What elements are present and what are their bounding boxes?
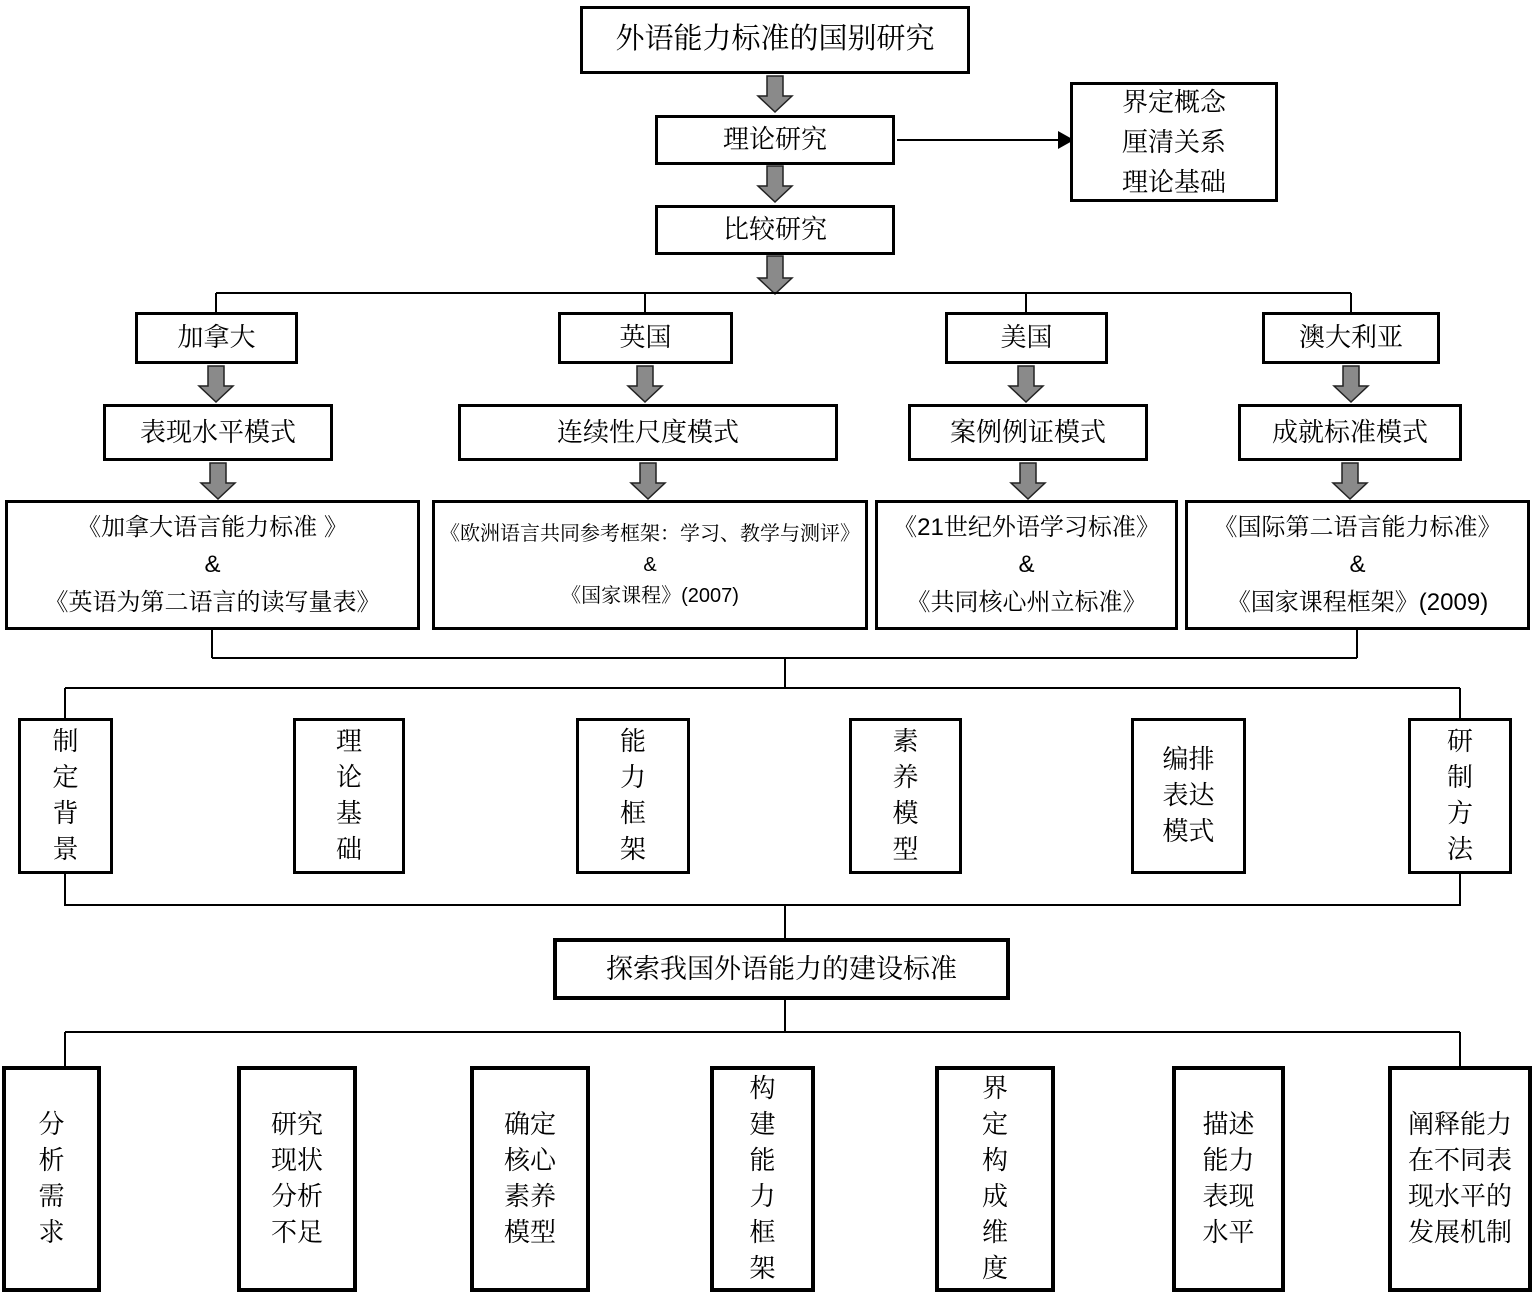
down-block-arrow (1011, 463, 1045, 499)
doc-ampersand: & (204, 551, 221, 579)
task-box-core-literacy-model (470, 1066, 590, 1292)
country-label: 美国 (1000, 322, 1053, 353)
doc-title: 《国家课程》(2007) (561, 584, 739, 607)
country-label: 英国 (619, 322, 672, 353)
task-label: 阐释能力在不同表现水平的发展机制 (1407, 1109, 1512, 1247)
task-label: 研究现状分析不足 (270, 1109, 323, 1247)
root-title-box (580, 6, 970, 74)
concept-note-line: 理论基础 (1121, 167, 1226, 198)
doc-box-usa (875, 500, 1178, 630)
doc-ampersand: & (1018, 551, 1035, 579)
model-box-canada (103, 404, 333, 461)
aspect-label: 理论基础 (335, 726, 362, 864)
aspect-label: 素养模型 (892, 726, 919, 864)
task-box-define-dimensions (935, 1066, 1055, 1292)
model-label: 连续性尺度模式 (556, 416, 739, 447)
theory-research-box (655, 115, 895, 165)
aspect-label: 编排表达模式 (1162, 744, 1215, 846)
down-block-arrow (758, 256, 792, 294)
concept-note-line: 厘清关系 (1121, 126, 1226, 157)
doc-title: 《共同核心州立标准》 (906, 588, 1147, 616)
country-box-uk (558, 312, 733, 364)
doc-title: 《加拿大语言能力标准 》 (77, 514, 348, 542)
aspect-box-background (18, 718, 113, 874)
theory-research-label: 理论研究 (722, 124, 827, 155)
aspect-label: 研制方法 (1446, 726, 1473, 864)
task-label: 描述能力表现水平 (1202, 1109, 1255, 1247)
aspect-label: 制定背景 (52, 726, 79, 864)
down-block-arrow (1333, 463, 1367, 499)
right-arrow (897, 131, 1074, 149)
doc-title: 《国际第二语言能力标准》 (1213, 514, 1502, 542)
country-box-canada (135, 312, 298, 364)
down-block-arrow (1334, 366, 1368, 402)
task-box-explain-mechanism (1388, 1066, 1532, 1292)
doc-box-australia (1185, 500, 1530, 630)
goal-box (553, 938, 1010, 1000)
comparative-research-label: 比较研究 (722, 214, 827, 245)
doc-title: 《英语为第二语言的读写量表》 (44, 588, 381, 616)
concept-note-box (1070, 82, 1278, 202)
doc-box-canada (5, 500, 420, 630)
task-label: 界定构成维度 (981, 1073, 1008, 1283)
doc-ampersand: & (1349, 551, 1366, 579)
concept-note-line: 界定概念 (1121, 86, 1226, 117)
model-box-usa (908, 404, 1148, 461)
aspect-box-development-method (1408, 718, 1512, 874)
doc-title: 《国家课程框架》(2009) (1226, 588, 1489, 616)
down-block-arrow (1009, 366, 1043, 402)
task-box-build-framework (710, 1066, 815, 1292)
down-block-arrow (631, 463, 665, 499)
aspect-box-literacy-model (849, 718, 962, 874)
model-label: 成就标准模式 (1271, 416, 1428, 447)
goal-label: 探索我国外语能力的建设标准 (606, 953, 957, 984)
aspect-box-theoretical-basis (293, 718, 405, 874)
down-block-arrow (628, 366, 662, 402)
country-box-usa (945, 312, 1108, 364)
doc-title: 《21世纪外语学习标准》 (893, 514, 1160, 542)
task-box-describe-levels (1172, 1066, 1285, 1292)
aspect-box-arrangement-expression (1131, 718, 1246, 874)
down-block-arrow (201, 463, 235, 499)
doc-box-uk (432, 500, 868, 630)
down-block-arrow (758, 166, 792, 202)
model-box-australia (1238, 404, 1462, 461)
comparative-research-box (655, 205, 895, 255)
aspect-label: 能力框架 (619, 726, 646, 864)
task-box-status-gap (237, 1066, 357, 1292)
model-label: 表现水平模式 (139, 416, 296, 447)
down-block-arrow (758, 76, 792, 112)
task-label: 构建能力框架 (749, 1073, 776, 1283)
down-block-arrow (199, 366, 233, 402)
task-label: 分析需求 (38, 1109, 65, 1247)
task-box-analyze-needs (2, 1066, 101, 1292)
country-label: 加拿大 (177, 322, 256, 353)
doc-ampersand: & (643, 553, 657, 576)
model-box-uk (458, 404, 838, 461)
root-title-label: 外语能力标准的国别研究 (615, 23, 935, 56)
model-label: 案例例证模式 (949, 416, 1106, 447)
aspect-box-competence-framework (576, 718, 690, 874)
doc-title: 《欧洲语言共同参考框架：学习、教学与测评》 (440, 522, 860, 545)
country-label: 澳大利亚 (1298, 322, 1403, 353)
country-box-australia (1262, 312, 1440, 364)
task-label: 确定核心素养模型 (503, 1109, 556, 1247)
